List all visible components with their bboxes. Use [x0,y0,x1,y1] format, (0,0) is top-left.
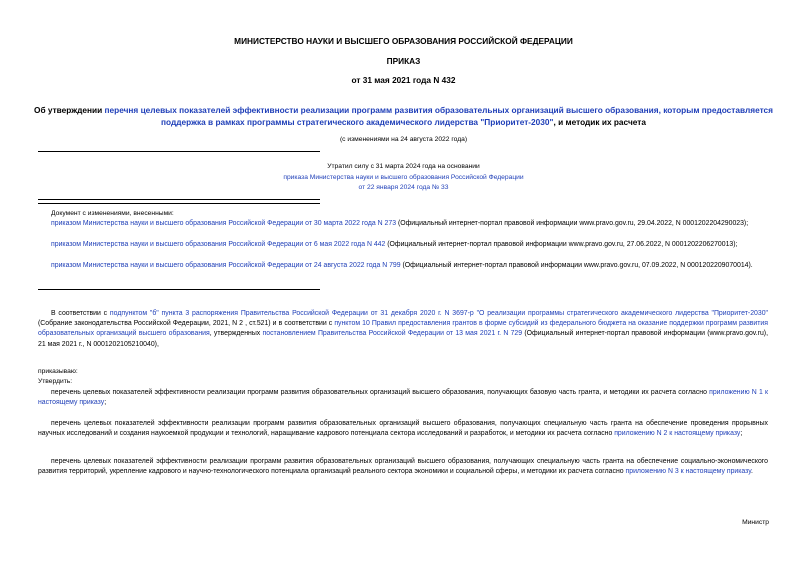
amendment-item [38,219,768,229]
order-item [38,457,768,477]
amendment-link[interactable]: приказом Министерства науки и высшего образования Российской Федерации от 30 марта 2022 года N 273 [51,220,397,227]
preamble-text: , утвержденных [209,330,263,338]
approve-word: Утвердить: [38,378,73,385]
changes-note: (с изменениями на 24 августа 2022 года) [339,136,468,143]
divider [38,199,320,200]
resolution-link[interactable]: постановлением Правительства Российской Федерации от 13 мая 2021 г. N 729 [262,330,523,338]
divider [38,203,320,204]
order-item-end: . [751,468,753,476]
decree-link[interactable]: подпунктом "б" пункта 3 распоряжения Правительства Российской Федерации от 31 декабря 2020 г. N 3697-р "О реализации программы стратегического академического лидерства "Приоритет-2030" [109,310,769,317]
signature-title: Министр [742,519,769,526]
preamble-text: В соответствии с [51,310,110,317]
order-item-text: перечень целевых показателей эффективности реализации программ развития образовательных организаций высшего образования, получающих специальную часть гранта на обеспечение проведения прорывных научных исследований и создания наукоемкой продукции и технологий, наращивание кадрового потенциала сектора исследований и разработок, и методики их расчета согласно [38,420,768,438]
rules-link[interactable]: пунктом 10 Правил предоставления грантов в форме субсидий из федерального бюджета на оказание поддержки программ развития образовательных организаций высшего образования [38,320,768,338]
order-word: приказываю: [38,368,78,375]
order-item [38,388,768,408]
preamble-text: (Собрание законодательства Российской Федерации, 2021, N 2 , ст.521) и в соответствии с [38,320,335,328]
document-title [30,104,777,128]
doc-date-heading: от 31 мая 2021 года N 432 [351,75,456,85]
divider [38,289,320,290]
lost-force-text: Утратил силу с 31 марта 2024 года на основании [327,163,480,170]
lost-force-link-2[interactable] [0,183,807,193]
amendment-text: (Официальный интернет-портал правовой информации www.pravo.gov.ru, 07.09.2022, N 0001202209070014). [400,262,753,269]
divider [38,151,320,152]
amendment-link[interactable]: приказом Министерства науки и высшего образования Российской Федерации от 24 августа 2022 года N 799 [51,262,401,269]
amendment-text: (Официальный интернет-портал правовой информации www.pravo.gov.ru, 27.06.2022, N 0001202206270013); [385,241,738,248]
order-item-end: ; [740,430,743,438]
doc-type-heading: ПРИКАЗ [386,56,421,66]
lost-force-date-link[interactable]: от 22 января 2024 года № 33 [358,184,449,191]
order-item-text: перечень целевых показателей эффективности реализации программ развития образовательных организаций высшего образования, получающих базовую часть гранта, и методики их расчета согласно [51,389,710,396]
order-item [38,419,768,439]
appendix-2-link[interactable]: приложению N 2 к настоящему приказу [614,430,741,438]
order-item-text: перечень целевых показателей эффективности реализации программ развития образовательных организаций высшего образования, получающих специальную часть гранта на обеспечение социально-экономического развития территорий, укрепление кадрового и научно-технологического потенциала организаций реального сектора экономики и социальной сферы, и методики их расчета согласно [38,458,768,476]
amendment-item [38,261,768,271]
preamble-paragraph [38,309,768,350]
amendment-text: (Официальный интернет-портал правовой информации www.pravo.gov.ru, 29.04.2022, N 0001202204290023); [396,220,749,227]
amendment-link[interactable]: приказом Министерства науки и высшего образования Российской Федерации от 6 мая 2022 года N 442 [51,241,386,248]
appendix-3-link[interactable]: приложению N 3 к настоящему приказу [625,468,752,476]
title-prefix: Об утверждении [33,105,105,115]
lost-force-order-link[interactable]: приказа Министерства науки и высшего образования Российской Федерации [283,174,524,181]
lost-force-link-1[interactable] [0,173,807,183]
preamble-text: (Официальный интернет-портал правовой информации (www.pravo.gov.ru), 21 мая 2021 г., N 0001202105210040), [38,330,768,348]
appendix-1-link[interactable]: приложению N 1 к настоящему приказу [38,389,768,407]
order-item-end: ; [104,399,107,407]
amendment-item [38,240,768,250]
title-link[interactable]: перечня целевых показателей эффективности реализации программ развития образовательных организаций высшего образования, которым предоставляется поддержка в рамках программы стратегического академического лидерства "Приоритет-2030" [104,105,773,127]
title-suffix: , и методик их расчета [553,117,646,127]
ministry-heading: МИНИСТЕРСТВО НАУКИ И ВЫСШЕГО ОБРАЗОВАНИЯ РОССИЙСКОЙ ФЕДЕРАЦИИ [234,36,573,46]
amendments-intro: Документ с изменениями, внесенными: [51,210,174,217]
